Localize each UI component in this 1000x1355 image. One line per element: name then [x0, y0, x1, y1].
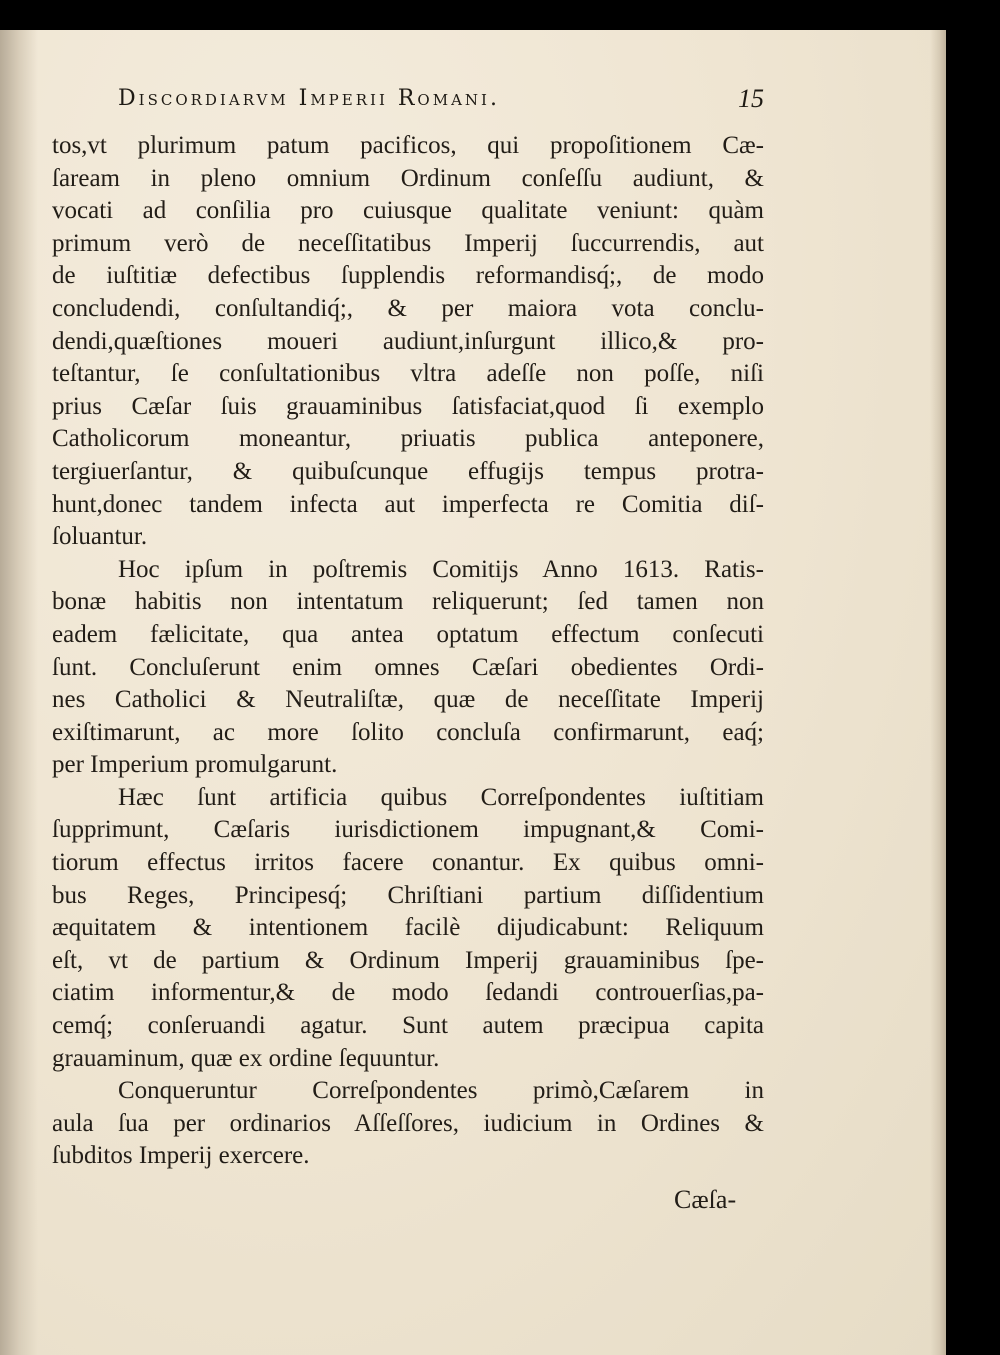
text-line: vocati ad conſilia pro cuiusque qualitate veniunt: quàm	[52, 197, 764, 225]
text-line: dendi,quæſtiones moueri audiunt,inſurgunt illico,& pro-	[52, 327, 764, 355]
text-line: ciatim informentur,& de modo ſedandi controuerſias,pa-	[52, 979, 764, 1007]
text-line: Conqueruntur Correſpondentes primò,Cæſarem in	[118, 1077, 764, 1105]
text-line: teſtantur, ſe conſultationibus vltra adeſſe non poſſe, niſi	[52, 360, 764, 388]
page-number: 15	[738, 84, 764, 113]
catchword: Cæſa-	[674, 1185, 737, 1214]
text-line: prius Cæſar ſuis grauaminibus ſatisfaciat,quod ſi exemplo	[52, 392, 764, 420]
text-line: de iuſtitiæ defectibus ſupplendis reformandisq́;, de modo	[52, 262, 764, 290]
text-line: Catholicorum moneantur, priuatis publica anteponere,	[52, 425, 764, 453]
text-line: Hoc ipſum in poſtremis Comitijs Anno 1613. Ratis-	[118, 555, 764, 583]
text-line: tos,vt plurimum patum pacificos, qui propoſitionem Cæ-	[52, 132, 764, 159]
text-line: concludendi, conſultandiq́;, & per maiora vota conclu-	[52, 294, 764, 322]
text-line: per Imperium promulgarunt.	[52, 751, 338, 779]
text-line: ſoluantur.	[52, 523, 148, 551]
text-line: tergiuerſantur, & quibuſcunque effugijs tempus protra-	[52, 457, 764, 485]
text-line: eſt, vt de partium & Ordinum Imperij grauaminibus ſpe-	[52, 946, 764, 974]
text-line: cemq́; conſeruandi agatur. Sunt autem præcipua capita	[52, 1012, 764, 1040]
text-line: ſubditos Imperij exercere.	[52, 1142, 310, 1170]
text-line: hunt,donec tandem infecta aut imperfecta re Comitia diſ-	[52, 490, 764, 518]
body-text	[52, 130, 764, 1173]
gutter-shadow	[0, 30, 38, 1355]
text-line: bus Reges, Principesq́; Chriſtiani partium diſſidentium	[52, 881, 764, 909]
page-edge	[930, 30, 946, 1355]
text-line: tiorum effectus irritos facere conantur. Ex quibus omni-	[52, 849, 764, 877]
text-line: ſaream in pleno omnium Ordinum conſeſſu audiunt, &	[52, 164, 764, 192]
text-line: ſupprimunt, Cæſaris iurisdictionem impugnant,& Comi-	[52, 816, 764, 844]
text-line: ſunt. Concluſerunt enim omnes Cæſari obedientes Ordi-	[52, 653, 764, 681]
text-line: bonæ habitis non intentatum reliquerunt; ſed tamen non	[52, 588, 764, 616]
text-line: eadem fælicitate, qua antea optatum effectum conſecuti	[52, 620, 764, 648]
text-line: aula ſua per ordinarios Aſſeſſores, iudicium in Ordines &	[52, 1109, 764, 1137]
text-line: exiſtimarunt, ac more ſolito concluſa confirmarunt, eaq́;	[52, 718, 764, 746]
text-line: grauaminum, quæ ex ordine ſequuntur.	[52, 1044, 440, 1072]
text-line: primum verò de neceſſitatibus Imperij ſuccurrendis, aut	[52, 229, 764, 257]
running-title: Discordiarvm Imperii Romani.	[118, 86, 500, 111]
text-line: Hæc ſunt artificia quibus Correſpondentes iuſtitiam	[118, 783, 764, 811]
text-line: nes Catholici & Neutraliſtæ, quæ de neceſſitate Imperij	[52, 686, 764, 714]
text-line: æquitatem & intentionem facilè dijudicabunt: Reliquum	[52, 914, 764, 942]
